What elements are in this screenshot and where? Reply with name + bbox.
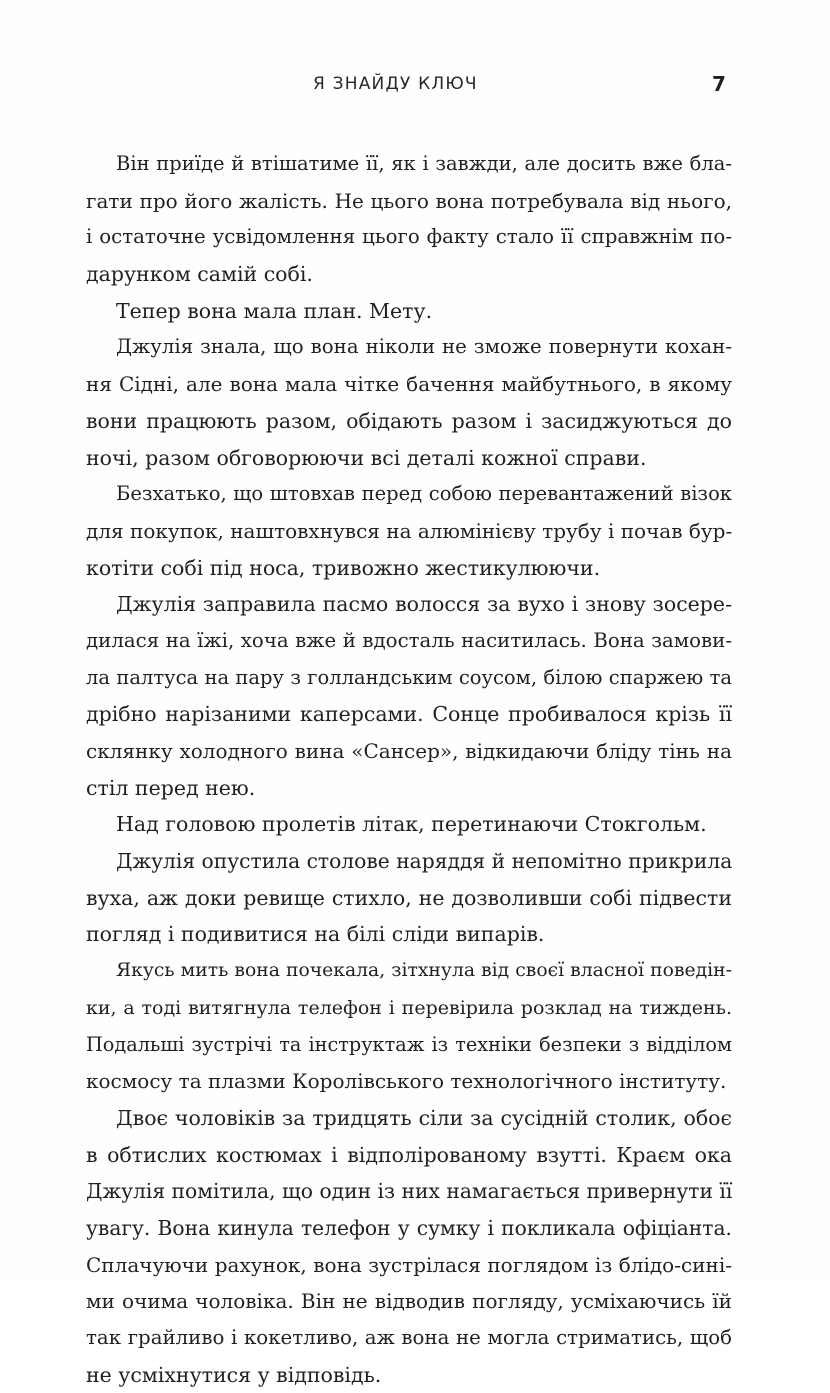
text-line: Сплачуючи рахунок, вона зустрілася поглядом із блідо-сині- [86, 1252, 732, 1277]
text-line: Двоє чоловіків за тридцять сіли за сусідній столик, обоє [116, 1105, 732, 1130]
page-number: 7 [712, 72, 726, 96]
paragraph [86, 1100, 732, 1393]
paragraph [86, 953, 732, 1100]
text-line: Подальші зустрічі та інструктаж із техніки безпеки з відділом [86, 1032, 732, 1056]
running-title: Я ЗНАЙДУ КЛЮЧ [313, 74, 478, 94]
paragraph [86, 329, 732, 476]
text-line: і остаточне усвідомлення цього факту стало її справжнім по- [86, 225, 732, 249]
text-line: дарунком самій собі. [86, 262, 313, 287]
body-text [86, 146, 732, 1393]
text-line: склянку холодного вина «Сансер», відкидаючи бліду тінь на [86, 739, 732, 763]
text-line: Безхатько, що штовхав перед собою перевантажений візок [116, 482, 732, 506]
text-line: вони працюють разом, обідають разом і засиджуються до [86, 408, 732, 433]
text-line: погляд і подивитися на білі сліди випарів. [86, 922, 545, 947]
text-line: Джулія знала, що вона ніколи не зможе повернути кохан- [116, 335, 732, 359]
text-line: гати про його жалість. Не цього вона потребувала від нього, [86, 188, 732, 213]
text-line: ня Сідні, але вона мала чітке бачення майбутнього, в якому [86, 372, 732, 397]
text-line: дилася на їжі, хоча вже й вдосталь наситилась. Вона замови- [86, 628, 732, 652]
paragraph [86, 146, 732, 293]
text-line: Він приїде й втішатиме її, як і завжди, але досить вже бла- [116, 152, 732, 175]
text-line: космосу та плазми Королівського технологічного інституту. [86, 1069, 727, 1094]
text-line: ла палтуса на пару з голландським соусом, білою спаржею та [86, 665, 732, 689]
text-line: Джулія помітила, що один із них намагається привернути її [86, 1179, 733, 1204]
paragraph [86, 806, 732, 843]
text-line: дрібно нарізаними каперсами. Сонце пробивалося крізь її [86, 702, 732, 727]
running-header [0, 72, 830, 102]
text-line: Над головою пролетів літак, перетинаючи Стокгольм. [116, 812, 707, 837]
paragraph [86, 476, 732, 586]
text-line: вуха, аж доки ревище стихло, не дозволивши собі підвести [86, 885, 732, 910]
text-line: ки, а тоді витягнула телефон і перевірила розклад на тиждень. [86, 996, 732, 1019]
text-line: увагу. Вона кинула телефон у сумку і покликала офіціанта. [86, 1215, 732, 1240]
text-line: котіти собі під носа, тривожно жестикулюючи. [86, 555, 601, 580]
text-line: ми очима чоловіка. Він не відводив погляду, усміхаючись їй [86, 1289, 732, 1314]
text-line: не усміхнутися у відповідь. [86, 1362, 382, 1387]
text-line: Джулія опустила столове наряддя й непомітно прикрила [116, 849, 733, 874]
text-line: Джулія заправила пасмо волосся за вухо і знову зосере- [116, 592, 732, 617]
text-line: ночі, разом обговорюючи всі деталі кожної справи. [86, 445, 647, 470]
text-line: Якусь мить вона почекала, зітхнула від своєї власної поведін- [116, 960, 732, 982]
text-line: для покупок, наштовхнувся на алюмінієву трубу і почав бур- [86, 518, 733, 543]
paragraph [86, 843, 732, 953]
paragraph [86, 586, 732, 806]
text-line: Тепер вона мала план. Мету. [116, 298, 433, 323]
text-line: в обтислих костюмах і відполірованому взутті. Краєм ока [86, 1142, 732, 1167]
paragraph [86, 293, 732, 330]
text-line: стіл перед нею. [86, 775, 256, 800]
text-line: так грайливо і кокетливо, аж вона не могла стриматись, щоб [86, 1326, 732, 1349]
